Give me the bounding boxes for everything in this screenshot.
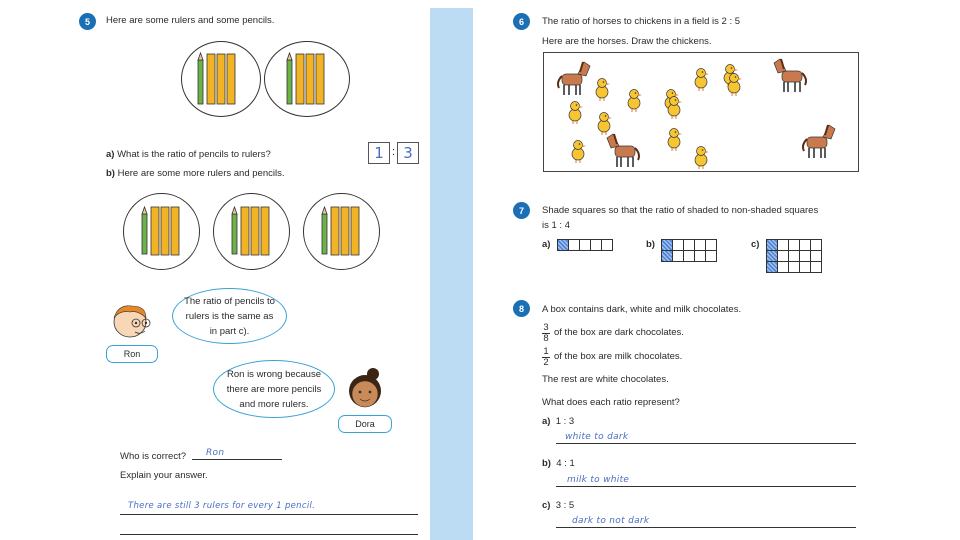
rulers-pencils-group-5 — [303, 193, 380, 270]
q8-b-label: b) — [542, 458, 551, 469]
q8-a-ratio: 1 : 3 — [555, 416, 575, 427]
chicken-icon — [668, 97, 682, 120]
chicken-icon — [572, 141, 586, 164]
question-5-badge: 5 — [79, 13, 96, 30]
horse-icon — [607, 134, 639, 167]
q5-intro: Here are some rulers and some pencils. — [106, 15, 275, 26]
who-correct-label: Who is correct? — [120, 451, 186, 462]
q7-grid-c[interactable] — [766, 239, 822, 273]
page-divider — [430, 8, 473, 540]
chicken-icon — [695, 147, 709, 170]
horse-icon — [803, 125, 835, 158]
q8-intro: A box contains dark, white and milk chocolates. — [542, 304, 742, 315]
ratio-separator: : — [392, 146, 396, 158]
chicken-icon — [668, 129, 682, 152]
ratio-answer-left[interactable]: 1 — [368, 142, 390, 164]
ratio-answer-right[interactable]: 3 — [397, 142, 419, 164]
q5-part-b — [106, 168, 284, 179]
frac1-denominator: 8 — [543, 333, 549, 344]
field-drawing — [544, 53, 858, 171]
chicken-icon — [569, 102, 583, 125]
q8-a-answer[interactable]: white to dark — [565, 432, 629, 442]
q8-question: What does each ratio represent? — [542, 397, 680, 408]
who-correct-answer[interactable]: Ron — [206, 448, 225, 458]
rulers-pencils-group-4 — [213, 193, 290, 270]
q7-line2: is 1 : 4 — [542, 220, 570, 231]
q6-line2: Here are the horses. Draw the chickens. — [542, 36, 712, 47]
pencil-ruler-icon — [304, 194, 379, 269]
q8-c-answer[interactable]: dark to not dark — [572, 516, 650, 526]
q7-part-c-label: c) — [751, 239, 760, 250]
explain-label: Explain your answer. — [120, 470, 208, 481]
dora-speech-bubble: Ron is wrong because there are more pencils and more rulers. — [213, 360, 335, 418]
q5-part-b-text: Here are some more rulers and pencils. — [117, 168, 285, 179]
fraction-one-half — [542, 347, 550, 368]
chicken-icon — [596, 79, 610, 102]
chicken-icon — [728, 74, 742, 97]
explain-answer[interactable]: There are still 3 rulers for every 1 pencil. — [128, 501, 316, 511]
q8-rest: The rest are white chocolates. — [542, 374, 669, 385]
rulers-pencils-group-2 — [264, 41, 350, 117]
question-6-badge: 6 — [513, 13, 530, 30]
question-7-badge: 7 — [513, 202, 530, 219]
frac2-numerator: 1 — [543, 346, 549, 357]
chicken-icon — [598, 113, 612, 136]
q7-line1: Shade squares so that the ratio of shaded to non-shaded squares — [542, 205, 819, 216]
q8-a-label: a) — [542, 416, 551, 427]
q8-b-line — [556, 486, 856, 487]
q5-part-a-label: a) — [106, 149, 115, 160]
explain-line-1 — [120, 514, 418, 515]
frac1-numerator: 3 — [543, 322, 549, 333]
q8-part-c — [542, 500, 574, 511]
pencil-ruler-icon — [214, 194, 289, 269]
ron-speech-bubble: The ratio of pencils to rulers is the same as in part c). — [172, 288, 287, 344]
q8-c-label: c) — [542, 500, 551, 511]
q5-part-a — [106, 149, 271, 160]
q7-grid-b[interactable] — [661, 239, 717, 262]
pencil-ruler-icon — [182, 42, 260, 116]
fraction-three-eighths — [542, 323, 550, 344]
frac2-text: of the box are milk chocolates. — [554, 351, 683, 362]
chicken-icon — [695, 69, 709, 92]
question-8-badge: 8 — [513, 300, 530, 317]
chicken-icon — [628, 90, 642, 113]
who-correct-line — [192, 459, 282, 460]
frac2-denominator: 2 — [543, 357, 549, 368]
q8-a-line — [556, 443, 856, 444]
dora-face-icon — [343, 367, 389, 411]
q8-c-ratio: 3 : 5 — [555, 500, 575, 511]
q8-part-a — [542, 416, 574, 427]
pencil-ruler-icon — [124, 194, 199, 269]
horse-icon — [774, 59, 806, 92]
q6-line1: The ratio of horses to chickens in a field is 2 : 5 — [542, 16, 741, 27]
rulers-pencils-group-1 — [181, 41, 261, 117]
q8-b-answer[interactable]: milk to white — [567, 475, 630, 485]
ron-face-icon — [108, 302, 156, 342]
q5-part-b-label: b) — [106, 168, 115, 179]
dora-name-tag: Dora — [338, 415, 392, 433]
q7-part-a-label: a) — [542, 239, 551, 250]
q8-b-ratio: 4 : 1 — [556, 458, 575, 469]
frac1-text: of the box are dark chocolates. — [554, 327, 684, 338]
explain-line-2 — [120, 534, 418, 535]
q8-c-line — [556, 527, 856, 528]
pencil-ruler-icon — [265, 42, 349, 116]
rulers-pencils-group-3 — [123, 193, 200, 270]
q8-part-b — [542, 458, 575, 469]
ron-name-tag: Ron — [106, 345, 158, 363]
horse-chicken-field[interactable] — [543, 52, 859, 172]
q7-grid-a[interactable] — [557, 239, 613, 251]
q5-part-a-text: What is the ratio of pencils to rulers? — [117, 149, 271, 160]
horse-icon — [558, 62, 590, 95]
q7-part-b-label: b) — [646, 239, 655, 250]
